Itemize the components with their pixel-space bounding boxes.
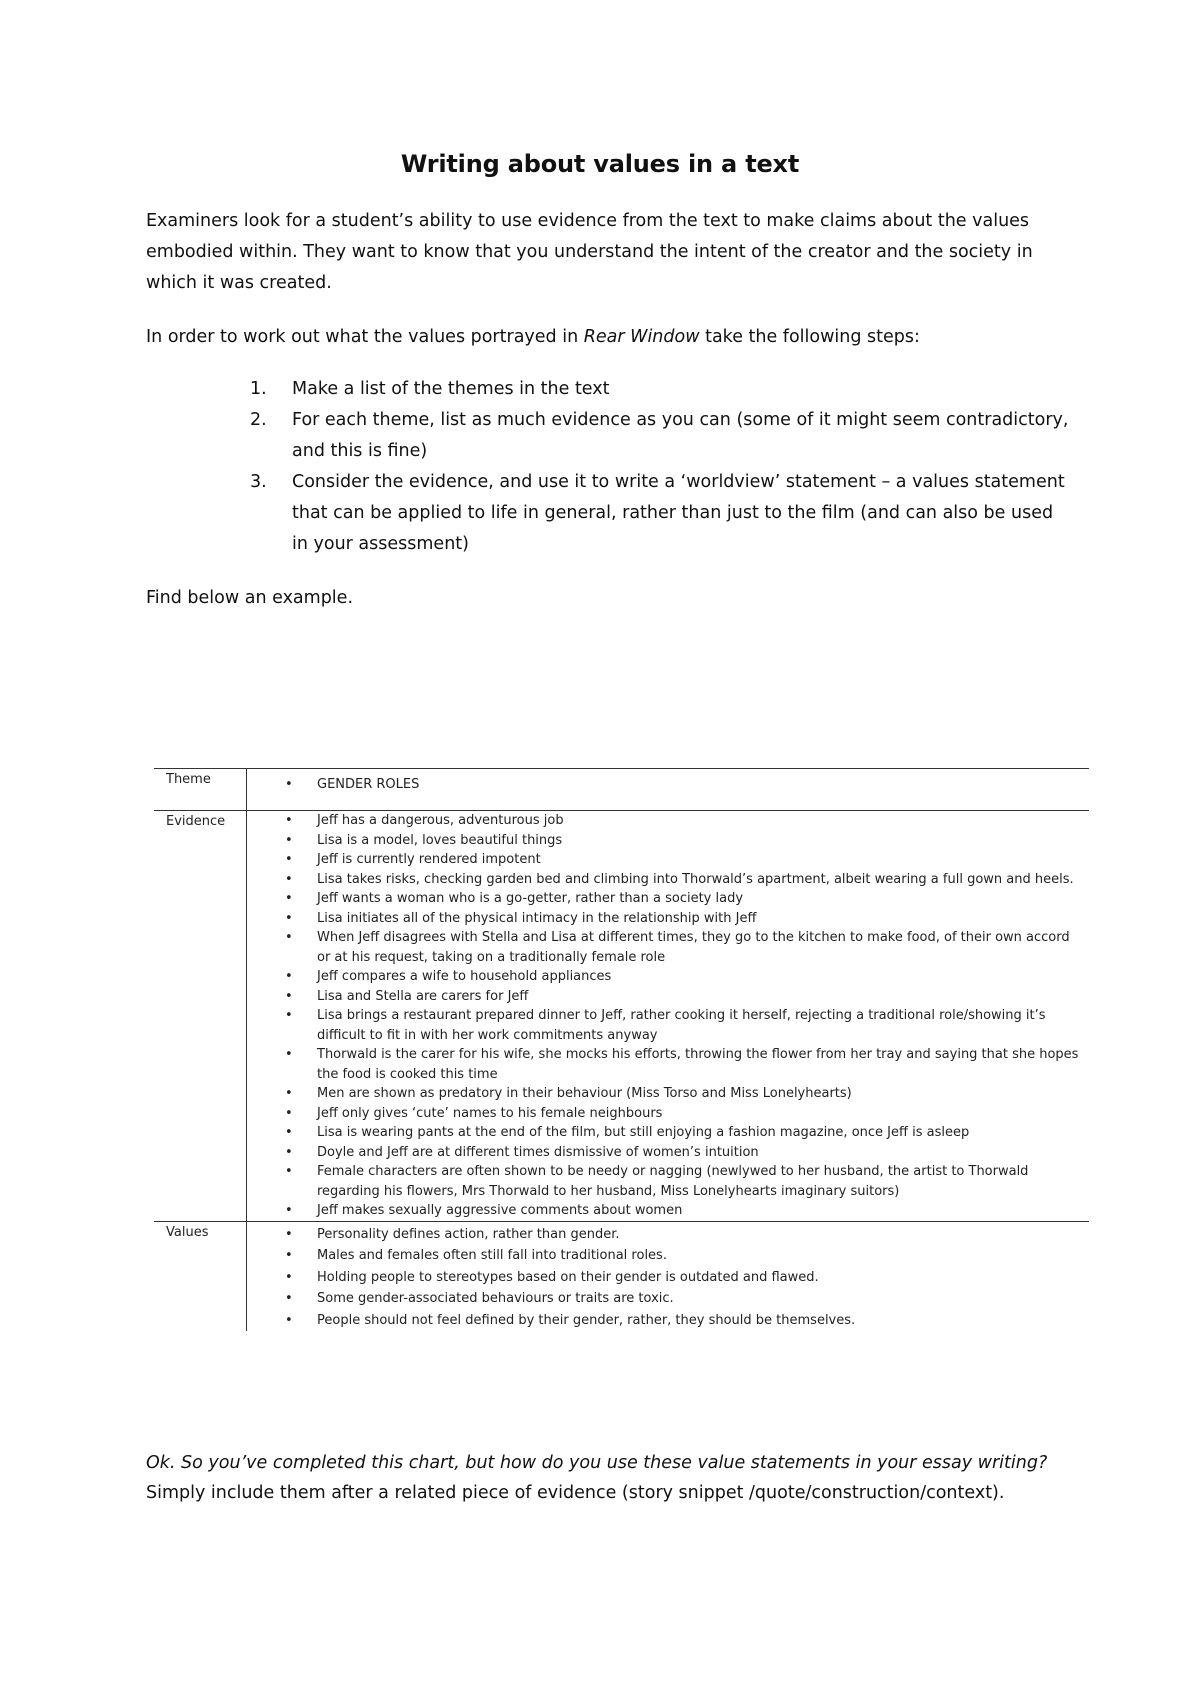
evidence-item: • Jeff only gives ‘cute’ names to his female neighbours	[285, 1104, 1083, 1124]
page-title: Writing about values in a text	[400, 150, 800, 178]
steps-list	[250, 374, 1070, 560]
evidence-item: • Lisa initiates all of the physical intimacy in the relationship with Jeff	[285, 909, 1083, 929]
step-number: 1.	[250, 379, 267, 399]
value-item: • Males and females often still fall into traditional roles.	[285, 1245, 1083, 1267]
evidence-item: • Jeff compares a wife to household appliances	[285, 967, 1083, 987]
value-item: • Some gender-associated behaviours or traits are toxic.	[285, 1288, 1083, 1310]
evidence-item: • Jeff has a dangerous, adventurous job	[285, 811, 1083, 831]
theme-cell	[247, 769, 1090, 811]
evidence-item: • Doyle and Jeff are at different times dismissive of women’s intuition	[285, 1143, 1083, 1163]
step-item	[250, 467, 1070, 560]
evidence-label: Evidence	[154, 811, 247, 1222]
evidence-item: • Lisa and Stella are carers for Jeff	[285, 987, 1083, 1007]
step-number: 2.	[250, 410, 267, 430]
evidence-item: • When Jeff disagrees with Stella and Lisa at different times, they go to the kitchen to make food, of their own accord or at his request, taking on a traditionally female role	[285, 928, 1083, 967]
film-title: Rear Window	[583, 327, 700, 347]
table-row	[154, 811, 1089, 1222]
themes-table	[154, 768, 1089, 1331]
table-row	[154, 769, 1089, 811]
values-label: Values	[154, 1221, 247, 1331]
closing-paragraph	[146, 1448, 1086, 1508]
value-item: • Holding people to stereotypes based on their gender is outdated and flawed.	[285, 1267, 1083, 1289]
values-cell	[247, 1221, 1090, 1331]
value-item: • People should not feel defined by their gender, rather, they should be themselves.	[285, 1310, 1083, 1332]
evidence-item: • Jeff makes sexually aggressive comments about women	[285, 1201, 1083, 1221]
closing-answer: Simply include them after a related piece of evidence (story snippet /quote/construction/context).	[146, 1483, 1005, 1503]
step-item	[250, 405, 1070, 467]
theme-label: Theme	[154, 769, 247, 811]
evidence-item: • Men are shown as predatory in their behaviour (Miss Torso and Miss Lonelyhearts)	[285, 1084, 1083, 1104]
evidence-item: • Lisa is a model, loves beautiful things	[285, 831, 1083, 851]
step-item	[250, 374, 1070, 405]
theme-value: • GENDER ROLES	[285, 769, 1083, 795]
value-item: • Personality defines action, rather than gender.	[285, 1224, 1083, 1246]
evidence-item: • Jeff wants a woman who is a go-getter, rather than a society lady	[285, 889, 1083, 909]
evidence-cell	[247, 811, 1090, 1222]
evidence-item: • Jeff is currently rendered impotent	[285, 850, 1083, 870]
step-text: Make a list of the themes in the text	[292, 379, 610, 399]
evidence-item: • Lisa brings a restaurant prepared dinner to Jeff, rather cooking it herself, rejecting a traditional role/showing it’s difficult to fit in with her work commitments anyway	[285, 1006, 1083, 1045]
steps-intro-text: In order to work out what the values portrayed in	[146, 327, 584, 347]
step-text: Consider the evidence, and use it to write a ‘worldview’ statement – a values statement that can be applied to life in general, rather than just to the film (and can also be used in your assessment)	[292, 472, 1065, 554]
closing-question: Ok. So you’ve completed this chart, but how do you use these value statements in your essay writing?	[146, 1453, 1048, 1473]
evidence-item: • Lisa takes risks, checking garden bed and climbing into Thorwald’s apartment, albeit wearing a full gown and heels.	[285, 870, 1083, 890]
step-number: 3.	[250, 472, 267, 492]
evidence-item: • Thorwald is the carer for his wife, she mocks his efforts, throwing the flower from her tray and saying that she hopes the food is cooked this time	[285, 1045, 1083, 1084]
steps-intro-text-end: take the following steps:	[699, 327, 920, 347]
table-row	[154, 1221, 1089, 1331]
step-text: For each theme, list as much evidence as you can (some of it might seem contradictory, and this is fine)	[292, 410, 1069, 461]
steps-intro-paragraph	[146, 322, 1066, 353]
evidence-item: • Lisa is wearing pants at the end of the film, but still enjoying a fashion magazine, once Jeff is asleep	[285, 1123, 1083, 1143]
find-below-text: Find below an example.	[146, 588, 354, 608]
evidence-item: • Female characters are often shown to be needy or nagging (newlywed to her husband, the artist to Thorwald regarding his flowers, Mrs Thorwald to her husband, Miss Lonelyhearts imaginary suitors)	[285, 1162, 1083, 1201]
intro-paragraph: Examiners look for a student’s ability to use evidence from the text to make claims about the values embodied within. They want to know that you understand the intent of the creator and the society in which it was created.	[146, 211, 1033, 293]
